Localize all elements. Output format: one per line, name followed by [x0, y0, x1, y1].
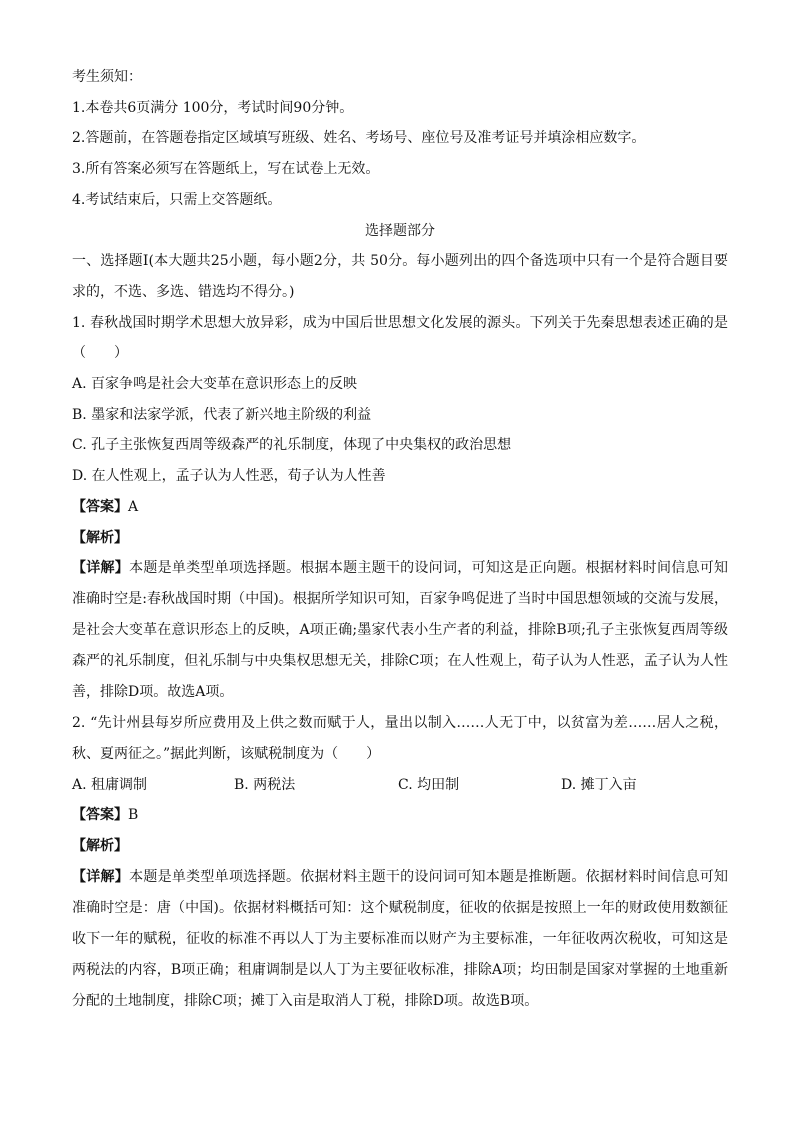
notice-title: 考生须知： — [72, 69, 142, 85]
question-1 — [72, 308, 728, 709]
answer-label: 【答案】 — [72, 498, 128, 515]
answer-row — [72, 492, 728, 523]
question-stem: 1. 春秋战国时期学术思想大放异彩，成为中国后世思想文化发展的源头。下列关于先秦思想表述正确的是（ ） — [72, 314, 728, 362]
notice-item: 4.考试结束后，只需上交答题纸。 — [72, 191, 282, 208]
analysis-label: 【解析】 — [72, 838, 128, 855]
option-d: D. 在人性观上，孟子认为人性恶，荀子认为人性善 — [72, 468, 386, 485]
options-row — [72, 770, 728, 801]
answer-value: A — [128, 498, 139, 515]
detail-text: 本题是单类型单项选择题。依据材料主题干的设问词可知本题是推断题。依据材料时间信息可知准确时空是：唐（中国)。依据材料概括可知：这个赋税制度，征收的依据是按照上一年的财政使用数额征收下一年的赋税，征收的标准不再以人丁为主要标准而以财产为主要标准，一年征收两次税收，可知这是两税法的内容，B项正确；租庸调制是以人丁为主要征收标准，排除A项；均田制是国家对掌握的土地重新分配的土地制度，排除C项；摊丁入亩是取消人丁税，排除D项。故选B项。 — [72, 868, 729, 1009]
part-heading: 一、选择题Ⅰ(本大题共25小题，每小题2分，共 50分。每小题列出的四个备选项中只有一个是符合题目要求的，不选、多选、错选均不得分。) — [72, 253, 728, 300]
exam-page — [72, 62, 728, 1017]
option-c: C. 均田制 — [398, 776, 460, 793]
option-a: A. 百家争鸣是社会大变革在意识形态上的反映 — [72, 376, 358, 393]
question-2 — [72, 708, 728, 1017]
detail-paragraph — [72, 862, 728, 1017]
option-c: C. 孔子主张恢复西周等级森严的礼乐制度，体现了中央集权的政治思想 — [72, 437, 512, 454]
answer-row — [72, 800, 728, 831]
option-b: B. 墨家和法家学派，代表了新兴地主阶级的利益 — [72, 406, 372, 423]
analysis-label: 【解析】 — [72, 529, 128, 546]
option-b: B. 两税法 — [234, 776, 296, 793]
detail-paragraph — [72, 553, 728, 708]
notice-item: 3.所有答案必须写在答题纸上，写在试卷上无效。 — [72, 161, 380, 178]
option-a: A. 租庸调制 — [72, 776, 148, 793]
answer-value: B — [128, 807, 139, 824]
detail-label: 【详解】 — [72, 560, 130, 577]
notice-item: 1.本卷共6页满分 100分，考试时间90分钟。 — [72, 99, 354, 116]
section-title: 选择题部分 — [365, 222, 435, 239]
answer-label: 【答案】 — [72, 807, 128, 824]
option-d: D. 摊丁入亩 — [561, 776, 637, 793]
detail-label: 【详解】 — [72, 868, 130, 885]
detail-text: 本题是单类型单项选择题。根据本题主题干的设问词，可知这是正向题。根据材料时间信息可知准确时空是:春秋战国时期（中国)。根据所学知识可知，百家争鸣促进了当时中国思想领域的交流与发展，是社会大变革在意识形态上的反映，A项正确;墨家代表小生产者的利益，排除B项;孔子主张恢复西周等级森严的礼乐制度，但礼乐制与中央集权思想无关，排除C项；在人性观上，荀子认为人性恶，孟子认为人性善，排除D项。故选A项。 — [72, 560, 729, 701]
notice-item: 2.答题前，在答题卷指定区域填写班级、姓名、考场号、座位号及准考证号并填涂相应数字。 — [72, 130, 646, 147]
question-stem: 2. “先计州县每岁所应费用及上供之数而赋于人，量出以制入……人无丁中，以贫富为差……居人之税，秋、夏两征之。”据此判断，该赋税制度为（ ） — [72, 715, 728, 762]
